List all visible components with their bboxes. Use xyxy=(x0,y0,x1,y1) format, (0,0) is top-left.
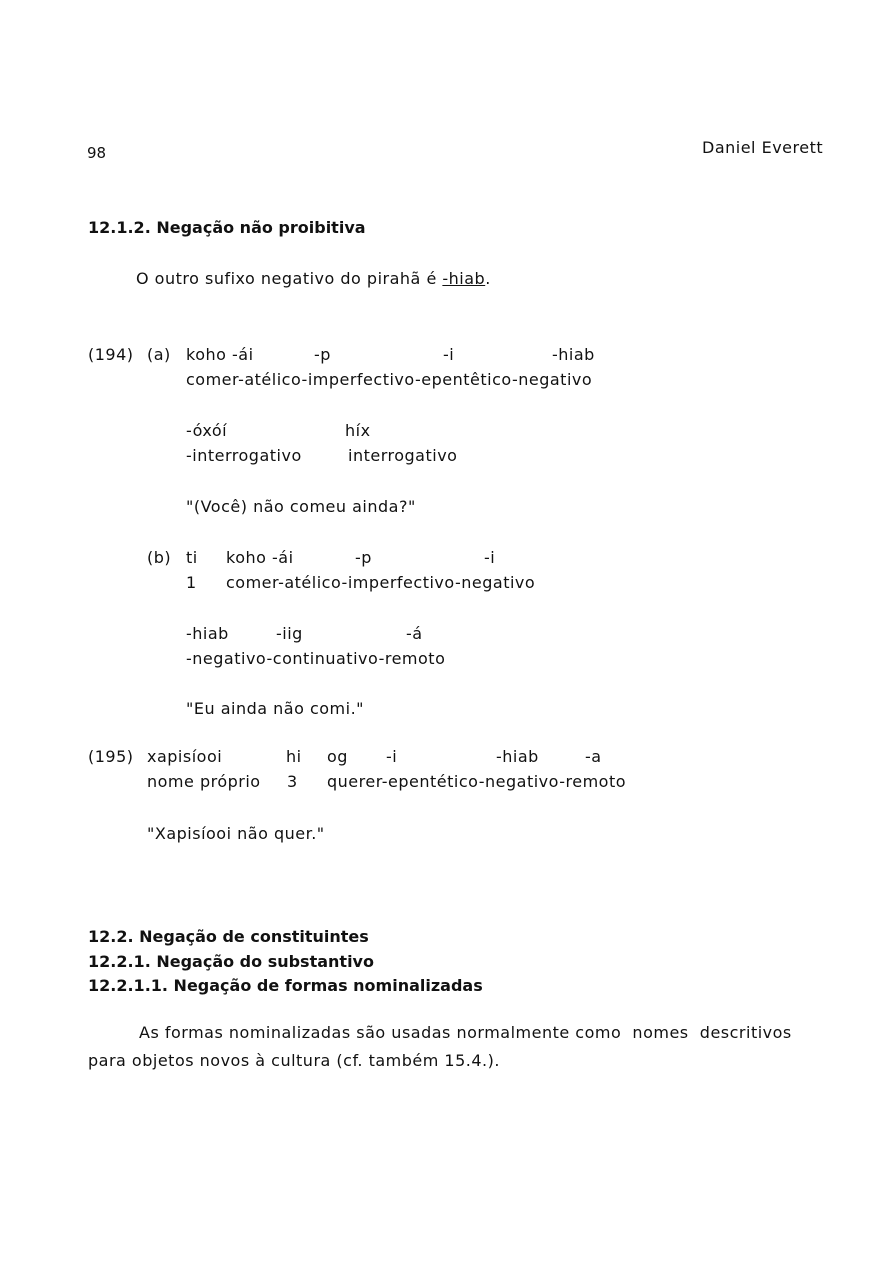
gloss: 1 xyxy=(186,573,197,592)
morpheme: -á xyxy=(406,624,423,643)
morpheme: -i xyxy=(484,548,496,567)
morpheme: -i xyxy=(443,345,455,364)
example-number-194: (194) xyxy=(88,345,134,364)
gloss: comer-atélico-imperfectivo-negativo xyxy=(226,573,536,592)
morpheme: híx xyxy=(345,421,371,440)
example-194a-label: (a) xyxy=(147,345,171,364)
morpheme: -hiab xyxy=(552,345,595,364)
morpheme: hi xyxy=(286,747,302,766)
morpheme: ti xyxy=(186,548,198,567)
paragraph-line: As formas nominalizadas são usadas normalmente como nomes descritivos xyxy=(139,1023,792,1042)
morpheme: -iig xyxy=(276,624,303,643)
morpheme: -p xyxy=(355,548,372,567)
morpheme: -a xyxy=(585,747,602,766)
morpheme: koho -ái xyxy=(186,345,254,364)
running-head-author: Daniel Everett xyxy=(702,138,824,157)
example-194b-label: (b) xyxy=(147,548,172,567)
free-translation: "(Você) não comeu ainda?" xyxy=(186,497,416,516)
intro-suffix: . xyxy=(485,269,491,288)
page-number: 98 xyxy=(87,144,107,162)
gloss: querer-epentético-negativo-remoto xyxy=(327,772,627,791)
gloss-line: -negativo-continuativo-remoto xyxy=(186,649,446,668)
morpheme: koho -ái xyxy=(226,548,294,567)
intro-sentence xyxy=(136,271,491,287)
gloss: nome próprio xyxy=(147,772,261,791)
gloss-line: comer-atélico-imperfectivo-epentêtico-negativo xyxy=(186,370,593,389)
gloss: -interrogativo xyxy=(186,446,302,465)
morpheme: xapisíooi xyxy=(147,747,223,766)
free-translation: "Xapisíooi não quer." xyxy=(147,824,325,843)
free-translation: "Eu ainda não comi." xyxy=(186,699,365,718)
section-heading: 12.2. Negação de constituintes xyxy=(88,927,369,946)
gloss: interrogativo xyxy=(348,446,458,465)
example-number-195: (195) xyxy=(88,747,134,766)
intro-prefix: O outro sufixo negativo do pirahã é xyxy=(136,269,443,288)
paragraph-line: para objetos novos à cultura (cf. também 15.4.). xyxy=(88,1051,500,1070)
intro-term: -hiab xyxy=(442,269,486,288)
subsection-heading: 12.2.1. Negação do substantivo xyxy=(88,952,374,971)
subsubsection-heading: 12.2.1.1. Negação de formas nominalizadas xyxy=(88,976,483,995)
morpheme: og xyxy=(327,747,348,766)
morpheme: -hiab xyxy=(496,747,539,766)
morpheme: -óxóí xyxy=(186,421,228,440)
morpheme: -hiab xyxy=(186,624,229,643)
section-heading: 12.1.2. Negação não proibitiva xyxy=(88,218,366,237)
morpheme: -p xyxy=(314,345,331,364)
morpheme: -i xyxy=(386,747,398,766)
gloss: 3 xyxy=(287,772,298,791)
